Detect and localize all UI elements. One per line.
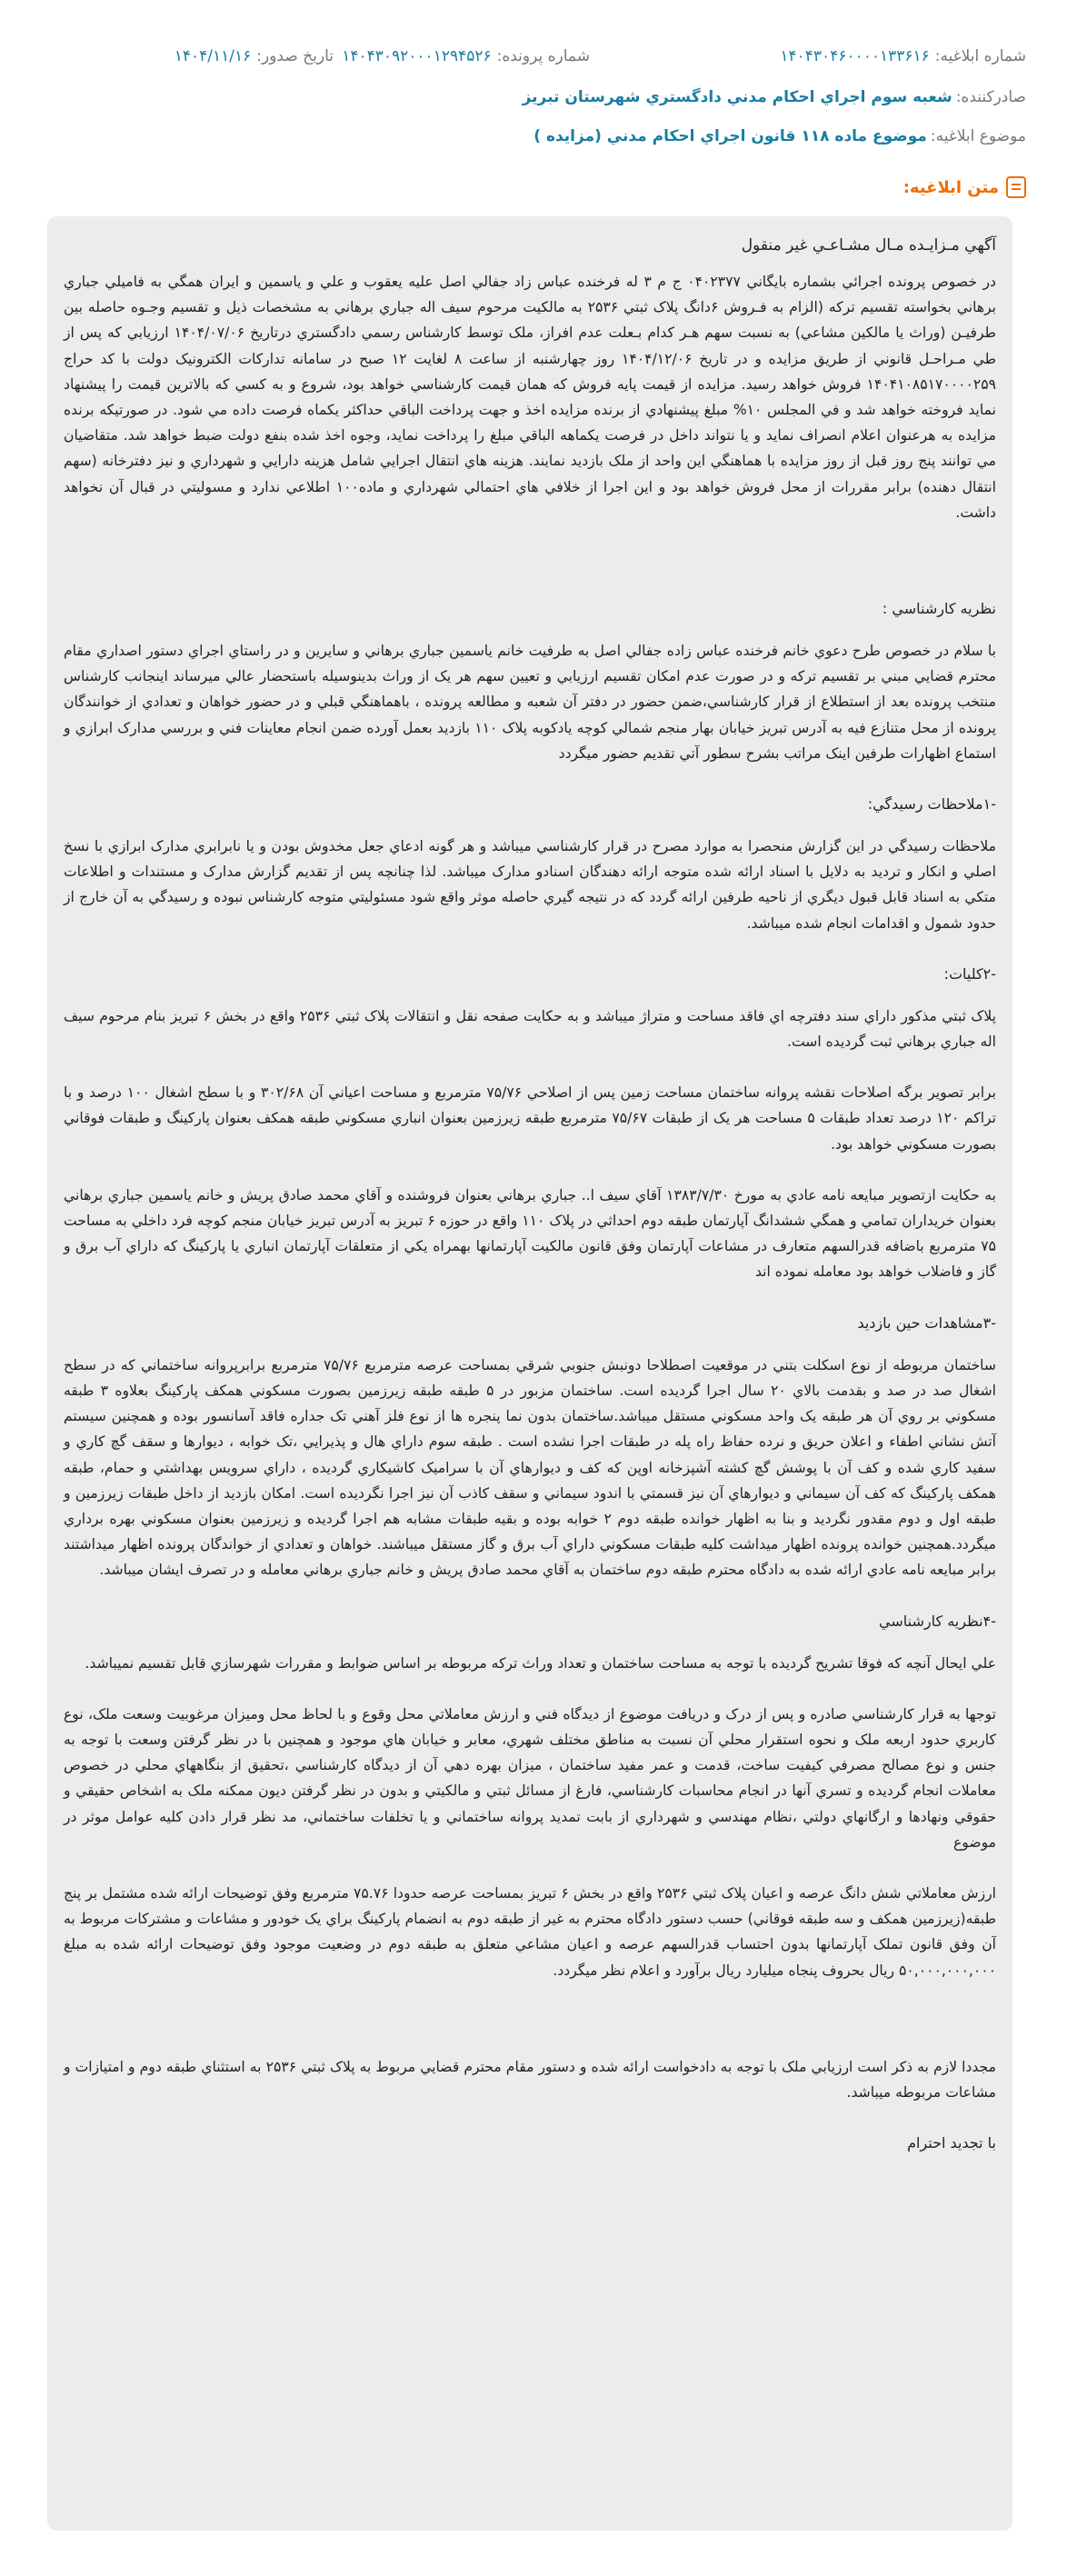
notice-text-heading [903,176,1026,198]
notice-text-title: متن ابلاغيه: [902,177,999,197]
section3-paragraph: ساختمان مربوطه از نوع اسکلت بتني در موقعيت اصطلاحا دونبش جنوبي شرقي بمساحت عرصه مترمربع ۷۵/۷۶ مترمربع برابرپروانه ساختماني که در سطح اشغال صد در صد و بقدمت بالاي ۲۰ سال اجرا گرديده است. ساختمان مزبور در ۵ طبقه طبقه زيرزمين بصورت مسکوني همکف پارکينگ بعلاوه ۳ طبقه مسکوني بر روي آن هر طبقه يک واحد مسکوني مستقل ميباشد.ساختمان بدون نما پنجره ها از نوع فلز آهني تک جداره فاقد آسانسور بوده و همچنين سيستم آتش نشاني اطفاء و اعلان حريق و نرده حفاظ راه پله در طبقات اجرا نشده است . طبقه سوم داراي هال و پذيرايي ،تک خوابه ، ديوارها و سقف گچ کاري و سفيد کاري شده و کف آن با پوشش گچ کشته آشپزخانه اوپن که کف و ديوارهاي آن با سراميک کاشيکاري گرديده ، داراي سرويس بهداشتي و حمام، طبقه همکف پارکينگ که کف آن سيماني و ديوارهاي آن نيز قسمتي با اندود سيماني و سقف کاذب آن نيز اجرا نگرديده است. امکان بازديد از داخل طبقات زيرزمين و طبقه اول و دوم مقدور نگرديد و بنا به اظهار خوانده طبقه دوم ۲ خوابه بوده و بقيه طبقات مشابه هم اجرا گرديده و زيرزمين بعنوان مسکوني بهره برداري ميگردد.همچنين خوانده پرونده اظهار ميداشت کليه طبقات مسکوني داراي آب برق و گاز مستقل ميباشند. خواهان و تعدادي از خواندگان پرونده اظهار ميداشتند برابر مبايعه نامه عادي ارائه شده به دادگاه محترم طبقه دوم ساختمان به آقاي محمد صادق پريش و خانم جباري برهاني معامله و در تصرف ايشان ميباشد. [64,1356,996,1579]
section4-paragraph-b: توجها به قرار کارشناسي صادره و پس از درک و دريافت موضوع از ديدگاه فني و ارزش معاملاتي محل وقوع و با لحاظ محل وميزان مرغوبيت وسعت ملک، نوع کاربري حدود اربعه ملک و نحوه استقرار محلي آن نسبت به مناطق مختلف شهري، معابر و خيابان هاي موجود و همچنين با در نظر گرفتن وسعت با توجه به جنس و نوع مصالح مصرفي کيفيت ساخت، قدمت و عمر مفيد ساختمان ، ميزان بهره دهي آن از ديدگاه کارشناسي ،تحقيق از بنگاههاي محلي در خصوص معاملات انجام گرديده و تسري آنها در انجام محاسبات کارشناسي، فارغ از مسائل ثبتي و مالکيتي و بدون در نظر گرفتن ديون ممکنه ملک به اشخاص حقيقي و حقوقي ونهادها و ارگانهاي دولتي ،نظام مهندسي و شهرداري از بابت تمديد پروانه ساختماني و يا تخلفات ساختماني، مد نظر قرار دادن کليه عوامل موثر در موضوع [64,1705,996,1851]
issue-date [175,47,334,65]
section2-paragraph-a: پلاک ثبتي مذکور داراي سند دفترچه اي فاقد مساحت و متراژ ميباشد و به حکايت صفحه نقل و انتقالات پلاک ثبتي ۲۵۳۶ واقع در بخش ۶ تبريز بنام مرحوم سيف اله جباري برهاني ثبت گرديده است. [64,1007,996,1051]
section4-paragraph-a: علي ايحال آنچه که فوقا تشريح گرديده با توجه به مساحت ساختمان و تعداد وراث ترکه مربوطه بر اساس ضوابط و مقررات شهرسازي قابل تقسيم نميباشد. [85,1654,996,1672]
notice-number-value: ۱۴۰۴۳۰۴۶۰۰۰۰۱۳۳۶۱۶ [780,47,930,65]
subject-value: موضوع ماده ۱۱۸ قانون اجراي احکام مدني (مزايده ) [534,127,927,145]
section2-paragraph-b: برابر تصوير برگه اصلاحات نقشه پروانه ساختمان مساحت زمين پس از اصلاحي ۷۵/۷۶ مترمربع و مساحت اعياني آن ۳۰۲/۶۸ و با سطح اشغال ۱۰۰ درصد و با تراکم ۱۲۰ درصد تعداد طبقات ۵ مساحت هر يک از طبقات ۷۵/۶۷ مترمربع طبقه زيرزمين بعنوان انباري مسکوني طبقه همکف بعنوان پارکينگ و طبقات فوقاني بصورت مسکوني خواهد بود. [64,1084,996,1153]
section1-paragraph: ملاحظات رسيدگي در اين گزارش منحصرا به موارد مصرح در قرار کارشناسي ميباشد و هر گونه ادعاي جعل مخدوش بودن و يا نابرابري مدارک ابرازي با نسخ اصلي و انکار و ترديد به دلايل با اسناد ارائه شده متوجه ارائه دهندگان اسنادو مدارک ميباشد. لذا چنانچه پس از تقديم گزارش مدارک و مستندات و اطلاعات متکي به اسناد قابل قبول ديگري از ناحيه طرفين ارائه گردد که در نتيجه گيري حاصله موثر واقع شود مسئوليتي متوجه کارشناس نبوده و رسيدگي به آن خارج از حدود شمول و اقدامات انجام شده ميباشد. [64,838,996,932]
section1-title: -۱ملاحظات رسيدگي: [867,795,996,814]
case-number [342,47,590,65]
notice-content [47,216,1012,2531]
document-icon [1006,176,1026,198]
case-number-label: شماره پرونده: [496,47,590,65]
issue-date-label: تاريخ صدور: [256,47,334,65]
signoff: با تجديد احترام [907,2134,996,2152]
sender-value: شعبه سوم اجراي احکام مدني دادگستري شهرستان تبريز [522,88,952,106]
subject-row [534,127,1026,145]
section2-paragraph-c: به حکايت ازتصوير مبايعه نامه عادي به مورخ ۱۳۸۳/۷/۳۰ آقاي سيف ا.. جباري برهاني بعنوان فروشنده و آقاي محمد صادق پريش و خانم ياسمين جباري برهاني بعنوان خريداران تمامي و همگي ششدانگ آپارتمان طبقه دوم احداثي در پلاک ۱۱۰ واقع در حوزه ۶ تبريز به آدرس تبريز خيابان منجم کوچه فرد داخلي به مساحت ۷۵ مترمربع باضافه قدرالسهم متعارف در مشاعات آپارتمان وفق قانون مالکيت آپارتمانها بهمراه يکي از متعلقات آپارتمان انباري يا پارکينگ که داراي آب برق و گاز و فاضلاب خواهد بود معامله نموده اند [64,1186,996,1281]
notice-number-label: شماره ابلاغيه: [934,47,1026,65]
notice-number [780,47,1026,65]
sender-label: صادرکننده: [955,88,1026,106]
auction-title: آگهي مـزايـده مـال مشـاعـي غير منقول [741,236,996,255]
subject-label: موضوع ابلاغيه: [930,127,1026,145]
section4-paragraph-c: ارزش معاملاتي شش دانگ عرصه و اعيان پلاک ثبتي ۲۵۳۶ واقع در بخش ۶ تبريز بمساحت عرصه حدودا ۷۵.۷۶ مترمربع وفق توضيحات ارائه شده مشتمل بر پنج طبقه(زيرزمين همکف و سه طبقه فوقاني) حسب دستور دادگاه محترم به غير از طبقه دوم به انضمام پارکينگ براي يک خودور و مشاعات و مشترکات مربوط به آن وفق قانون تملک آپارتمانها بدون احتساب قدرالسهم عرصه و اعيان مشاعي متعلق به طبقه دوم در وضعيت موجود وفق توضيحات ارائه شده به مبلغ ۵۰,۰۰۰,۰۰۰,۰۰۰ ريال بحروف پنجاه ميلیارد ريال برآورد و اعلام نظر ميگردد. [64,1884,996,1979]
header-meta-row [36,47,1026,75]
section2-title: -۲کليات: [943,964,996,983]
expert-opinion-title: نظريه کارشناسي : [882,600,996,618]
closing-paragraph: مجددا لازم به ذکر است ارزيابي ملک با توجه به دادخواست ارائه شده و دستور مقام محترم قضايي مربوط به پلاک ثبتي ۲۵۳۶ به استثناي طبقه دوم و امتيازات و مشاعات مربوطه ميباشد. [64,2058,996,2101]
issue-date-value: ۱۴۰۴/۱۱/۱۶ [174,47,252,65]
intro-paragraph: در خصوص پرونده اجرائي بشماره بايگاني ۰۴۰۲۳۷۷ ج م ۳ له فرخنده عباس زاد جفالي اصل عليه يعقوب و علي و ياسمين و ايران همگي به فاميلي جباري برهاني بخواسته تقسيم ترکه (الزام به فـروش ۶دانگ پلاک ثبتي ۲۵۳۶ به مالکيت مرحوم سيف اله جباري برهاني به مشخصات ذيل و تقسيم وجـوه حاصله بين طرفيـن (وراث يا مالکين مشاعي) به نسبت سهم هـر کدام بـعلت عدم افراز، ملک توسط کارشناس رسمي دادگستري درتاريخ ۱۴۰۴/۰۷/۰۶ ارزيابي که پس از طي مـراحـل قانوني از طريق مزايده و در تاريخ ۱۴۰۴/۱۲/۰۶ روز چهارشنبه از ساعت ۸ لغايت ۱۲ صبح در سامانه تدارکات الکترونيک دولت با کد حراج ۱۴۰۴۱۰۸۵۱۷۰۰۰۰۲۵۹ فروش خواهد رسيد. مزايده از قيمت پايه فروش که همان قيمت کارشناسي خواهد بود، شروع و به کسي که بالاترين قيمت را پيشنهاد نمايد فروخته خواهد شد و في المجلس ۱۰% مبلغ پيشنهادي از برنده مزايده اخذ و جهت پرداخت الباقي حداکثر يکماه فرصت داده مي شود. در صورتيکه برنده مزايده به هرعنوان اعلام انصراف نمايد و يا نتواند داخل در فرصت يکماهه الباقي مبلغ را پرداخت نمايد، وجوه اخذ شده بنفع دولت ضبط خواهد شد. متقاضيان مي توانند پنج روز قبل از روز مزايده با هماهنگي اين واحد از ملک بازديد نمايند. هزينه هاي انتقال اجرايي شامل هزينه دارايي و شهرداري و نيز دفترخانه (سهم انتقال دهنده) برابر مقررات از محل فروش خواهد بود و اين اجرا از خلافي هاي احتمالي شهرداري و ماده۱۰۰ اطلاعي ندارد و مسوليتي در قبال آن نخواهد داشت. [64,274,997,521]
section4-title: -۴نظريه کارشناسي [879,1612,996,1630]
section3-title: -۳مشاهدات حين بازديد [857,1313,996,1332]
sender-row [523,88,1026,106]
expert-intro-paragraph: با سلام در خصوص طرح دعوي خانم فرخنده عباس زاده جفالي اصل به طرفيت خانم ياسمين جباري برهاني و سايرين و در راستاي اجراي دستور اصداري مقام محترم قضايي مبني بر تقسيم ترکه و در صورت عدم امکان تقسيم ارزيابي و تعيين سهم هر يک از وراث بدينوسيله باستحضار عالي ميرساند اينجانب کارشناس منتخب پرونده بعد از استطلاع از قرار کارشناسي،ضمن حضور در دفتر آن شعبه و مطالعه پرونده ، باهماهنگي قبلي و در حضور خواهان و تعدادي از خوانندگان پرونده از محل متنازع فيه به آدرس تبريز خيابان بهار منجم شمالي کوچه يادکوبه پلاک ۱۱۰ بازديد بعمل آورده ضمن انجام معاينات فني و بررسي مدارک ابرازي و استماع اظهارات طرفين اينک مراتب بشرح سطور آتي تقديم حضور ميگردد [64,643,996,762]
case-number-value: ۱۴۰۴۳۰۹۲۰۰۰۱۲۹۴۵۲۶ [342,47,492,65]
